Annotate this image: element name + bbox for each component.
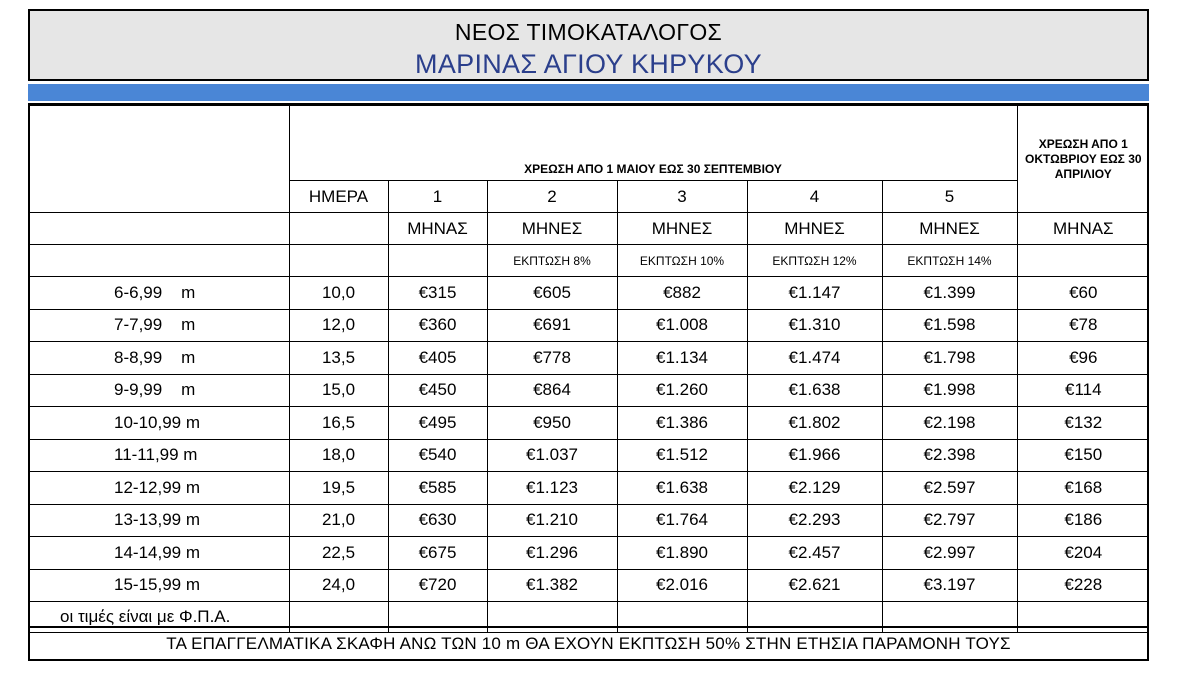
day-price-cell: 10,0	[289, 277, 388, 310]
month4-price-cell: €1.310	[747, 309, 882, 342]
month4-price-cell: €1.802	[747, 407, 882, 440]
discount-2: ΕΚΠΤΩΣΗ 8%	[487, 245, 617, 277]
month2-price-cell: €1.210	[487, 504, 617, 537]
size-cell: 12-12,99 m	[30, 472, 289, 505]
month2-price-cell: €1.296	[487, 537, 617, 570]
month5-price-cell: €1.998	[882, 374, 1017, 407]
month5-price-cell: €2.398	[882, 439, 1017, 472]
month4-price-cell: €1.966	[747, 439, 882, 472]
table-row	[30, 374, 1149, 407]
month1-price-cell: €315	[388, 277, 487, 310]
month3-price-cell: €1.512	[617, 439, 747, 472]
month2-price-cell: €864	[487, 374, 617, 407]
month4-price-cell: €1.147	[747, 277, 882, 310]
size-cell: 10-10,99 m	[30, 407, 289, 440]
month5-price-cell: €2.797	[882, 504, 1017, 537]
month3-price-cell: €2.016	[617, 569, 747, 602]
discount-5: ΕΚΠΤΩΣΗ 14%	[882, 245, 1017, 277]
price-table	[30, 105, 1149, 633]
month-unit-3: ΜΗΝΕΣ	[617, 213, 747, 245]
discount-1	[388, 245, 487, 277]
table-row	[30, 504, 1149, 537]
month1-price-cell: €630	[388, 504, 487, 537]
month4-price-cell: €1.638	[747, 374, 882, 407]
winter-price-cell: €150	[1017, 439, 1149, 472]
month-number-1: 1	[388, 181, 487, 213]
day-price-cell: 18,0	[289, 439, 388, 472]
winter-period-header: ΧΡΕΩΣΗ ΑΠΟ 1 ΟΚΤΩΒΡΙΟΥ ΕΩΣ 30 ΑΠΡΙΛΙΟΥ	[1017, 106, 1149, 213]
month3-price-cell: €1.638	[617, 472, 747, 505]
footer-note: ΤΑ ΕΠΑΓΓΕΛΜΑΤΙΚΑ ΣΚΑΦΗ ΑΝΩ ΤΩΝ 10 m ΘΑ ΕΧΟΥΝ ΕΚΠΤΩΣΗ 50% ΣΤΗΝ ΕΤΗΣΙΑ ΠΑΡΑΜΟΝΗ ΤΟΥΣ	[28, 626, 1149, 661]
month4-price-cell: €2.293	[747, 504, 882, 537]
month3-price-cell: €1.386	[617, 407, 747, 440]
month2-price-cell: €1.382	[487, 569, 617, 602]
month4-price-cell: €2.129	[747, 472, 882, 505]
month3-price-cell: €1.890	[617, 537, 747, 570]
month1-price-cell: €405	[388, 342, 487, 375]
size-cell: 11-11,99 m	[30, 439, 289, 472]
size-cell: 9-9,99 m	[30, 374, 289, 407]
winter-price-cell: €114	[1017, 374, 1149, 407]
day-price-cell: 12,0	[289, 309, 388, 342]
day-price-cell: 16,5	[289, 407, 388, 440]
day-price-cell: 24,0	[289, 569, 388, 602]
month5-price-cell: €2.198	[882, 407, 1017, 440]
table-row	[30, 537, 1149, 570]
table-row	[30, 309, 1149, 342]
month5-price-cell: €2.597	[882, 472, 1017, 505]
month3-price-cell: €1.764	[617, 504, 747, 537]
corner-cell	[30, 106, 289, 213]
day-price-cell: 22,5	[289, 537, 388, 570]
month1-price-cell: €720	[388, 569, 487, 602]
day-price-cell: 21,0	[289, 504, 388, 537]
winter-price-cell: €204	[1017, 537, 1149, 570]
month-number-3: 3	[617, 181, 747, 213]
page-title: ΝΕΟΣ ΤΙΜΟΚΑΤΑΛΟΓΟΣ	[454, 19, 723, 45]
size-cell: 8-8,99 m	[30, 342, 289, 375]
summer-period-header: ΧΡΕΩΣΗ ΑΠΟ 1 ΜΑΙΟΥ ΕΩΣ 30 ΣΕΠΤΕΜΒΙΟΥ	[289, 106, 1017, 181]
table-row	[30, 277, 1149, 310]
month5-price-cell: €1.798	[882, 342, 1017, 375]
day-price-cell: 15,0	[289, 374, 388, 407]
table-row	[30, 439, 1149, 472]
blank-cell	[30, 213, 289, 245]
title-box	[28, 9, 1149, 81]
size-cell: 7-7,99 m	[30, 309, 289, 342]
month3-price-cell: €1.134	[617, 342, 747, 375]
month-unit-1: ΜΗΝΑΣ	[388, 213, 487, 245]
month3-price-cell: €1.260	[617, 374, 747, 407]
month5-price-cell: €1.598	[882, 309, 1017, 342]
month3-price-cell: €882	[617, 277, 747, 310]
month5-price-cell: €2.997	[882, 537, 1017, 570]
winter-price-cell: €96	[1017, 342, 1149, 375]
month1-price-cell: €540	[388, 439, 487, 472]
month5-price-cell: €3.197	[882, 569, 1017, 602]
month1-price-cell: €360	[388, 309, 487, 342]
month-unit-4: ΜΗΝΕΣ	[747, 213, 882, 245]
winter-price-cell: €186	[1017, 504, 1149, 537]
page-subtitle: ΜΑΡΙΝΑΣ ΑΓΙΟΥ ΚΗΡΥΚΟΥ	[415, 49, 762, 79]
month2-price-cell: €1.123	[487, 472, 617, 505]
discount-3: ΕΚΠΤΩΣΗ 10%	[617, 245, 747, 277]
winter-price-cell: €60	[1017, 277, 1149, 310]
size-cell: 15-15,99 m	[30, 569, 289, 602]
table-row	[30, 342, 1149, 375]
month3-price-cell: €1.008	[617, 309, 747, 342]
month-unit-2: ΜΗΝΕΣ	[487, 213, 617, 245]
day-price-cell: 13,5	[289, 342, 388, 375]
size-cell: 14-14,99 m	[30, 537, 289, 570]
month1-price-cell: €585	[388, 472, 487, 505]
month5-price-cell: €1.399	[882, 277, 1017, 310]
month2-price-cell: €778	[487, 342, 617, 375]
winter-unit: ΜΗΝΑΣ	[1017, 213, 1149, 245]
table-row	[30, 472, 1149, 505]
month1-price-cell: €495	[388, 407, 487, 440]
vat-note: οι τιμές είναι με Φ.Π.Α.	[30, 602, 289, 633]
size-cell: 13-13,99 m	[30, 504, 289, 537]
winter-price-cell: €168	[1017, 472, 1149, 505]
blank-cell	[30, 245, 289, 277]
month4-price-cell: €2.621	[747, 569, 882, 602]
month4-price-cell: €2.457	[747, 537, 882, 570]
month-number-5: 5	[882, 181, 1017, 213]
month2-price-cell: €605	[487, 277, 617, 310]
table-row	[30, 569, 1149, 602]
month2-price-cell: €950	[487, 407, 617, 440]
blank-cell	[1017, 245, 1149, 277]
size-cell: 6-6,99 m	[30, 277, 289, 310]
month1-price-cell: €450	[388, 374, 487, 407]
day-column-header: ΗΜΕΡΑ	[289, 181, 388, 213]
day-price-cell: 19,5	[289, 472, 388, 505]
winter-price-cell: €78	[1017, 309, 1149, 342]
month2-price-cell: €691	[487, 309, 617, 342]
winter-price-cell: €228	[1017, 569, 1149, 602]
blank-cell	[289, 245, 388, 277]
accent-band	[28, 84, 1149, 101]
month4-price-cell: €1.474	[747, 342, 882, 375]
month1-price-cell: €675	[388, 537, 487, 570]
month-number-4: 4	[747, 181, 882, 213]
price-table-container	[28, 103, 1149, 633]
month-number-2: 2	[487, 181, 617, 213]
discount-4: ΕΚΠΤΩΣΗ 12%	[747, 245, 882, 277]
month2-price-cell: €1.037	[487, 439, 617, 472]
month-unit-5: ΜΗΝΕΣ	[882, 213, 1017, 245]
winter-price-cell: €132	[1017, 407, 1149, 440]
blank-cell	[289, 213, 388, 245]
table-row	[30, 407, 1149, 440]
